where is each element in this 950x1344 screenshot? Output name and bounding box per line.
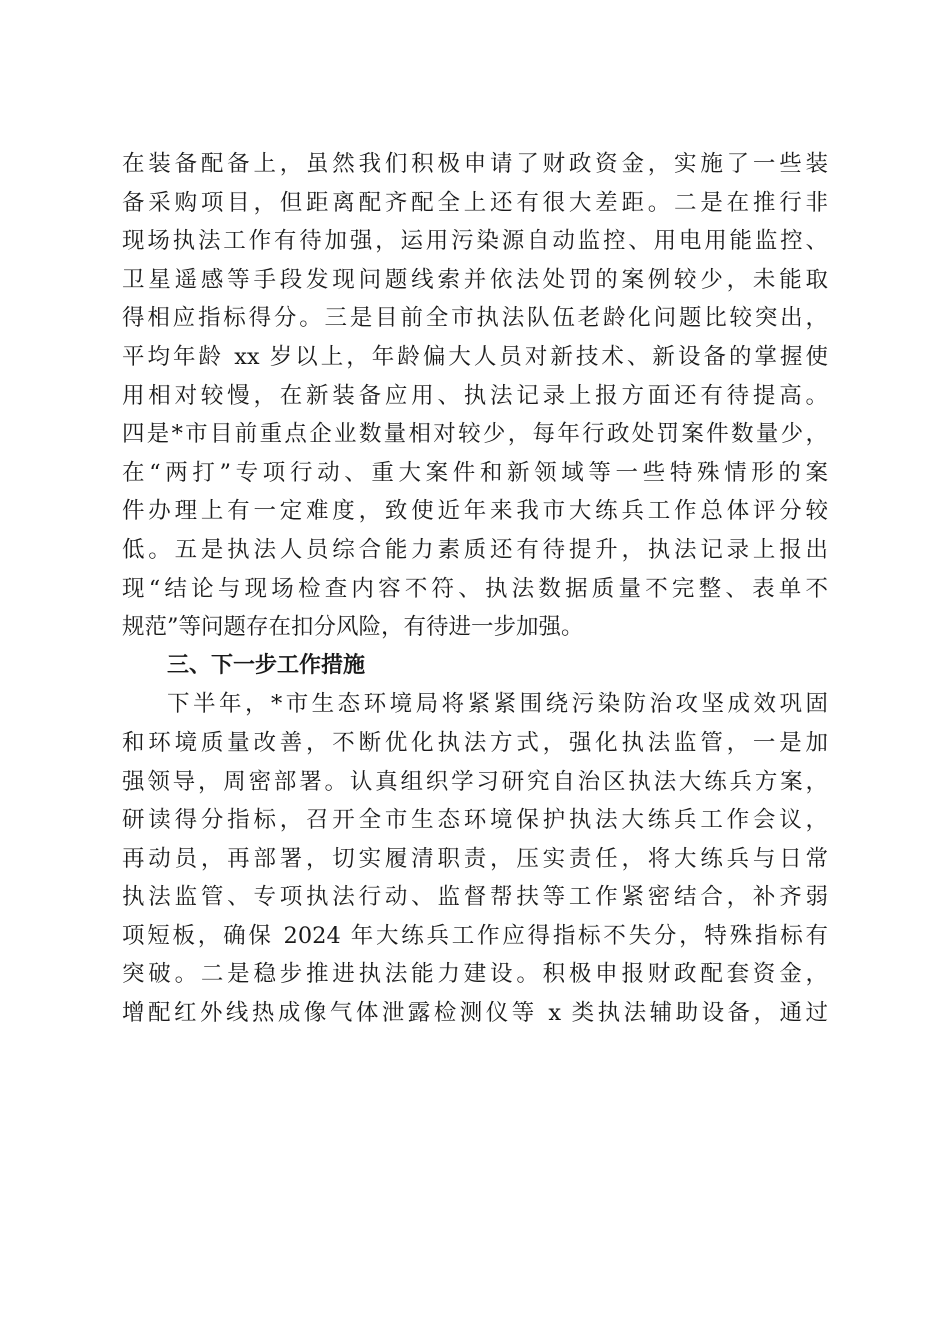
- text-line: 备采购项目，但距离配齐配全上还有很大差距。二是在推行非: [122, 189, 828, 216]
- paragraph-problems: [122, 145, 828, 647]
- text-line: 增配红外线热成像气体泄露检测仪等 x 类执法辅助设备，通过: [122, 1000, 828, 1027]
- text-line: 执法监管、专项执法行动、监督帮扶等工作紧密结合，补齐弱: [122, 884, 828, 911]
- text-line: 再动员，再部署，切实履清职责，压实责任，将大练兵与日常: [122, 845, 828, 872]
- text-line: 卫星遥感等手段发现问题线索并依法处罚的案例较少，未能取: [122, 266, 828, 293]
- text-line: 在装备配备上，虽然我们积极申请了财政资金，实施了一些装: [122, 151, 828, 177]
- paragraph-next-steps: [122, 685, 828, 1032]
- text-line: 研读得分指标，召开全市生态环境保护执法大练兵工作会议，: [122, 807, 828, 834]
- text-line: 项短板，确保 2024 年大练兵工作应得指标不失分，特殊指标有: [122, 922, 828, 949]
- text-line: 现场执法工作有待加强，运用污染源自动监控、用电用能监控、: [122, 228, 828, 255]
- text-line: 平均年龄 xx 岁以上，年龄偏大人员对新技术、新设备的掌握使: [122, 343, 828, 370]
- text-line: 强领导，周密部署。认真组织学习研究自治区执法大练兵方案，: [122, 768, 828, 795]
- text-line: 突破。二是稳步推进执法能力建设。积极申报财政配套资金，: [122, 961, 828, 988]
- document-body: [122, 145, 828, 1033]
- text-line: 件办理上有一定难度，致使近年来我市大练兵工作总体评分较: [122, 498, 828, 525]
- text-line: 在“两打”专项行动、重大案件和新领域等一些特殊情形的案: [122, 459, 828, 486]
- text-line: 用相对较慢，在新装备应用、执法记录上报方面还有待提高。: [122, 382, 828, 409]
- text-line: 和环境质量改善，不断优化执法方式，强化执法监管，一是加: [122, 729, 828, 756]
- text-line: 四是*市目前重点企业数量相对较少，每年行政处罚案件数量少，: [122, 421, 828, 448]
- text-line: 得相应指标得分。三是目前全市执法队伍老龄化问题比较突出，: [122, 305, 828, 332]
- text-line: 低。五是执法人员综合能力素质还有待提升，执法记录上报出: [122, 536, 828, 563]
- text-line: 规范”等问题存在扣分风险，有待进一步加强。: [122, 614, 584, 641]
- text-line: 下半年，*市生态环境局将紧紧围绕污染防治攻坚成效巩固: [167, 691, 828, 718]
- text-line: 现“结论与现场检查内容不符、执法数据质量不完整、表单不: [122, 575, 828, 602]
- section-heading: 三、下一步工作措施: [167, 652, 366, 678]
